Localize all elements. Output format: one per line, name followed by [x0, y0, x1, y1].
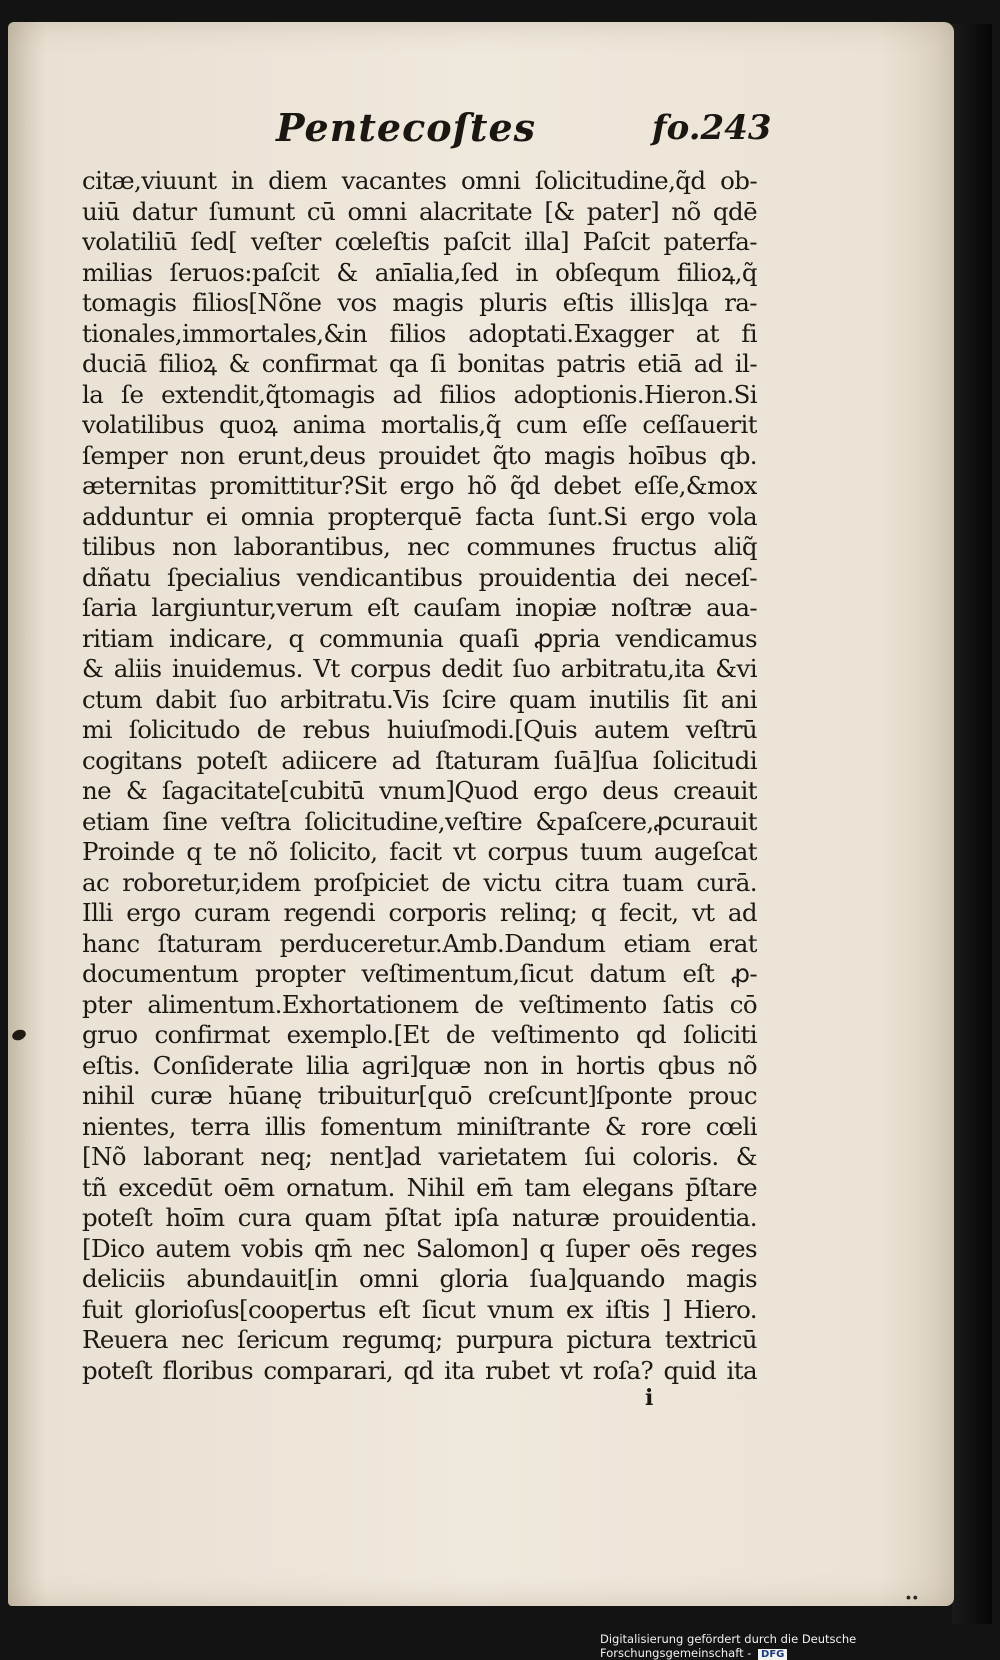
text-line: cogitans poteſt adiicere ad ſtaturam ſuā]ſua ſolicitudi — [82, 745, 757, 775]
text-line: volatiliū ſed[ veſter cœleſtis paſcit illa] Paſcit paterfa- — [82, 227, 757, 256]
text-line: volatilibus quoꝝ anima mortalis,q̃ cum eſſe ceſſauerit — [82, 410, 757, 439]
text-line: citæ,viuunt in diem vacantes omni ſolicitudine,q̃d ob- — [82, 166, 757, 195]
text-line: nihil curæ hūanę tribuitur[quō creſcunt]ſponte prouc — [82, 1081, 757, 1110]
text-line: deliciis abundauit[in omni gloria ſua]quando magis — [82, 1264, 757, 1293]
dfg-logo: DFG — [758, 1649, 787, 1660]
text-line: Proinde q te nõ ſolicito, facit vt corpus tuum augeſcat — [82, 837, 757, 866]
running-head: Pentecoſtes — [276, 105, 537, 150]
credit-text: Digitalisierung gefördert durch die Deutsche Forschungsgemeinschaft - — [600, 1632, 857, 1660]
corner-specks: ∙∙ — [905, 1590, 919, 1606]
text-line: [Nõ laborant neq; nent]ad varietatem ſui coloris. & — [82, 1142, 757, 1171]
text-line: hanc ſtaturam perduceretur.Amb.Dandum etiam erat — [82, 928, 757, 958]
text-line: ac roboretur,idem proſpiciet de victu citra tuam curā. — [82, 867, 757, 897]
text-line: poteſt hoīm cura quam p̄ſtat ipſa naturæ prouidentia. — [82, 1203, 757, 1232]
folio-number: fo.243 — [652, 108, 772, 148]
text-line: la ſe extendit,q̃tomagis ad filios adoptionis.Hieron.Si — [82, 379, 757, 409]
text-line: tionales,immortales,&in filios adoptati.Exagger at fi — [82, 318, 757, 348]
text-line: & aliis inuidemus. Vt corpus dedit ſuo arbitratu,ita &vi — [82, 654, 757, 683]
text-line: adduntur ei omnia propterquē facta ſunt.Si ergo vola — [82, 501, 757, 531]
text-line: [Dico autem vobis qm̄ nec Salomon] q ſuper oēs reges — [82, 1233, 757, 1263]
text-line: æternitas promittitur?Sit ergo hõ q̃d debet eſſe,&mox — [82, 471, 757, 500]
text-line: dñatu ſpecialius vendicantibus prouidentia dei neceſ- — [82, 562, 757, 592]
text-line: uiū datur ſumunt cū omni alacritate [& pater] nõ qdē — [82, 196, 757, 226]
text-line: milias ſeruos:paſcit & anīalia,ſed in obſequm filioꝝ,q̃ — [82, 257, 757, 287]
text-line: eſtis. Conſiderate lilia agri]quæ non in hortis qbus nõ — [82, 1050, 757, 1080]
text-line: gruo confirmat exemplo.[Et de veſtimento qd ſoliciti — [82, 1020, 757, 1049]
text-line: poteſt floribus comparari, qd ita rubet vt roſa? quid ita — [82, 1355, 757, 1385]
text-line: pter alimentum.Exhortationem de veſtimento ſatis cō — [82, 989, 757, 1019]
text-line: Illi ergo curam regendi corporis relinq; q fecit, vt ad — [82, 898, 757, 927]
text-line: ſemper non erunt,deus prouidet q̃to magis hoībus qb. — [82, 440, 757, 470]
text-line: tñ excedūt oēm ornatum. Nihil em̄ tam elegans p̄ſtare — [82, 1172, 757, 1202]
text-line: ne & ſagacitate[cubitū vnum]Quod ergo deus creauit — [82, 776, 757, 805]
text-line: tomagis filios[Nõne vos magis pluris eſtis illis]qa ra- — [82, 288, 757, 317]
text-line: fuit glorioſus[coopertus eſt ſicut vnum ex iſtis ] Hiero. — [82, 1294, 757, 1324]
signature-mark: i — [645, 1385, 654, 1411]
digitization-credit — [600, 1632, 1000, 1660]
text-line: Reuera nec ſericum regumq; purpura pictura textricū — [82, 1325, 757, 1354]
text-line: nientes, terra illis fomentum miniſtrante & rore cœli — [82, 1111, 757, 1141]
text-block — [82, 166, 757, 1386]
text-line: etiam ſine veſtra ſolicitudine,veſtire &paſcere,ꝓcurauit — [82, 806, 757, 836]
text-line: ctum dabit ſuo arbitratu.Vis ſcire quam inutilis ſit ani — [82, 684, 757, 714]
text-line: mi ſolicitudo de rebus huiuſmodi.[Quis autem veſtrū — [82, 715, 757, 744]
text-line: duciā filioꝝ & confirmat qa ſi bonitas patris etiā ad il- — [82, 349, 757, 378]
text-line: ſaria largiuntur,verum eſt cauſam inopiæ noſtræ aua- — [82, 593, 757, 622]
text-line: tilibus non laborantibus, nec communes fructus aliq̃ — [82, 532, 757, 561]
scan-shadow — [952, 24, 992, 1624]
text-line: documentum propter veſtimentum,ſicut datum eſt ꝓ- — [82, 959, 757, 988]
text-line: ritiam indicare, q communia quaſi ꝓpria vendicamus — [82, 623, 757, 653]
